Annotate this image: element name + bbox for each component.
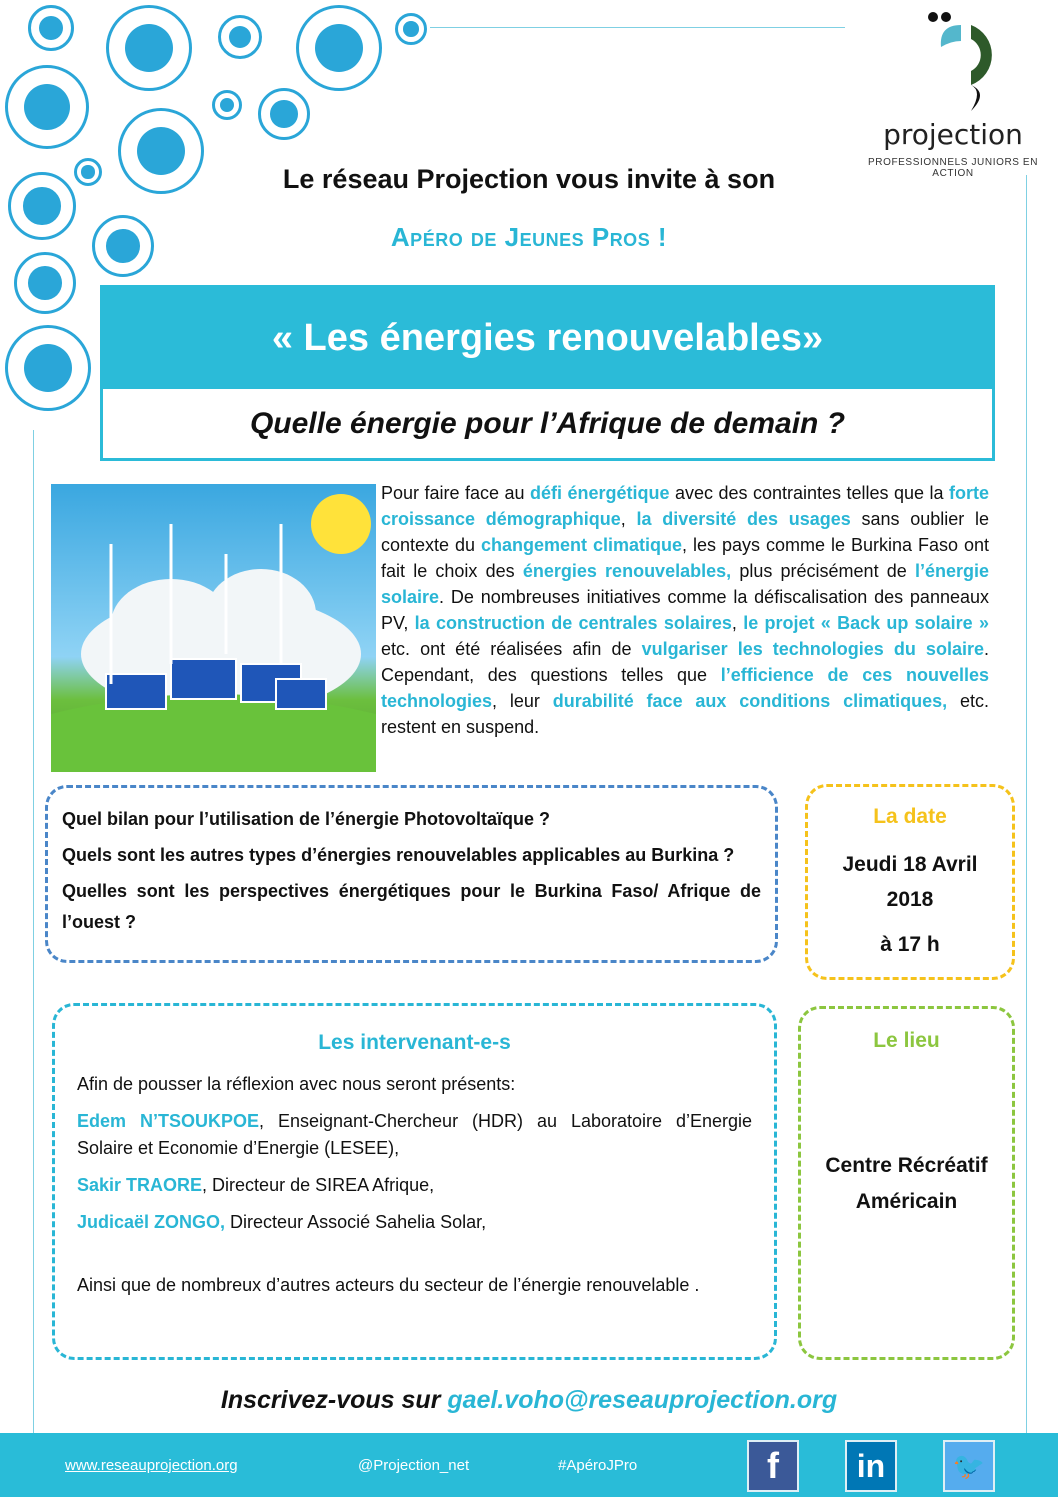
- facebook-icon[interactable]: f: [747, 1440, 799, 1492]
- speaker-name: Judicaël ZONGO,: [77, 1212, 226, 1232]
- highlighted-text: durabilité face aux conditions climatiques,: [552, 691, 948, 711]
- mobility-icon: [296, 5, 382, 91]
- waste-icon: [14, 252, 76, 314]
- body-text: plus précisément de: [731, 561, 915, 581]
- highlighted-text: l’efficience de ces nouvelles technologies: [381, 665, 989, 711]
- speaker-role: Directeur Associé Sahelia Solar,: [225, 1212, 487, 1232]
- sanitation-icon: [258, 88, 310, 140]
- body-text: . De nombreuses initiatives comme la défiscalisation des panneaux PV,: [381, 587, 989, 633]
- twitter-handle: @Projection_net: [358, 1457, 470, 1474]
- speakers-title: Les intervenant-e-s: [318, 1031, 511, 1054]
- speaker-role: , Enseignant-Chercheur (HDR) au Laboratoire d’Energie Solaire et Economie d’Energie (LESEE),: [77, 1111, 753, 1158]
- speakers-box: [52, 1003, 777, 1360]
- highlighted-text: défi énergétique: [530, 483, 670, 503]
- highlighted-text: l’énergie solaire: [381, 561, 990, 607]
- body-text: ,: [731, 613, 744, 633]
- twitter-icon[interactable]: 🐦: [943, 1440, 995, 1492]
- hashtag: #ApéroJPro: [558, 1457, 638, 1474]
- water-access-icon: [218, 15, 262, 59]
- place-name: Centre Récréatif Américain: [825, 1154, 988, 1213]
- place-title: Le lieu: [873, 1029, 940, 1052]
- speaker-role: , Directeur de SIREA Afrique,: [202, 1175, 435, 1195]
- waste-icon: [212, 90, 242, 120]
- energy-icon: [106, 5, 192, 91]
- invite-heading: Le réseau Projection vous invite à son: [282, 164, 776, 194]
- date-time: à 17 h: [880, 933, 940, 956]
- date-day: Jeudi 18 Avril: [842, 853, 978, 876]
- highlighted-text: la construction de centrales solaires: [414, 613, 732, 633]
- question-item: Quelles sont les perspectives énergétiques pour le Burkina Faso/ Afrique de l’ouest ?: [62, 881, 761, 932]
- date-year: 2018: [886, 888, 934, 911]
- body-text: etc. restent en suspend.: [381, 691, 989, 737]
- frame-line-right: [1026, 175, 1027, 1433]
- website-link[interactable]: www.reseauprojection.org: [65, 1457, 238, 1474]
- highlighted-text: vulgariser les technologies du solaire: [641, 639, 984, 659]
- register-label: Inscrivez-vous sur: [220, 1386, 448, 1414]
- waste-icon: [5, 325, 91, 411]
- topic-subtitle: Quelle énergie pour l’Afrique de demain ?: [249, 406, 846, 440]
- speaker-name: Sakir TRAORE: [77, 1175, 203, 1195]
- place-box: [798, 1006, 1015, 1360]
- water-access-icon: [5, 65, 89, 149]
- body-text: ,: [620, 509, 637, 529]
- event-name: Apéro de Jeunes Pros !: [390, 222, 668, 252]
- highlighted-text: énergies renouvelables,: [522, 561, 732, 581]
- topic-title: « Les énergies renouvelables»: [103, 288, 992, 389]
- body-text: avec des contraintes telles que la: [669, 483, 950, 503]
- question-item: Quels sont les autres types d’énergies renouvelables applicables au Burkina ?: [62, 845, 735, 865]
- body-text: , les pays comme le Burkina Faso ont fait le choix des: [381, 535, 989, 581]
- date-box: [805, 784, 1015, 980]
- logo-mark-icon: [893, 5, 1013, 115]
- question-item: Quel bilan pour l’utilisation de l’énergie Photovoltaïque ?: [62, 809, 551, 829]
- speakers-outro: Ainsi que de nombreux d’autres acteurs du secteur de l’énergie renouvelable .: [77, 1275, 700, 1295]
- topic-banner: [100, 285, 995, 461]
- logo-wordmark: projection: [883, 118, 1023, 151]
- date-title: La date: [873, 805, 947, 828]
- speaker-item: [77, 1172, 752, 1199]
- body-text: , leur: [492, 691, 553, 711]
- energy-icon: [395, 13, 427, 45]
- body-text: etc. ont été réalisées afin de: [381, 639, 642, 659]
- projection-logo: [848, 5, 1058, 180]
- highlighted-text: changement climatique: [481, 535, 683, 555]
- speaker-item: [77, 1108, 752, 1162]
- sanitation-icon: [28, 5, 74, 51]
- body-text: Pour faire face au: [381, 483, 530, 503]
- speakers-intro: Afin de pousser la réflexion avec nous seront présents:: [77, 1074, 516, 1094]
- solar-wind-illustration: [51, 484, 376, 772]
- questions-box: [45, 785, 778, 963]
- highlighted-text: forte croissance démographique: [381, 483, 990, 529]
- speaker-name: Edem N’TSOUKPOE: [77, 1111, 259, 1131]
- linkedin-icon[interactable]: in: [845, 1440, 897, 1492]
- highlighted-text: le projet « Back up solaire »: [743, 613, 989, 633]
- logo-tagline: PROFESSIONNELS JUNIORS EN ACTION: [867, 157, 1039, 179]
- speaker-item: [77, 1209, 752, 1236]
- frame-line-left: [33, 430, 34, 1433]
- footer-bar: [0, 1433, 1058, 1497]
- highlighted-text: la diversité des usages: [636, 509, 851, 529]
- register-line: [0, 1386, 1058, 1415]
- body-text: . Cependant, des questions telles que: [381, 639, 989, 685]
- frame-line-top: [430, 27, 845, 28]
- body-text: sans oublier le contexte du: [381, 509, 989, 555]
- intro-paragraph: [381, 480, 989, 740]
- register-email-link[interactable]: gael.voho@reseauprojection.org: [447, 1386, 838, 1414]
